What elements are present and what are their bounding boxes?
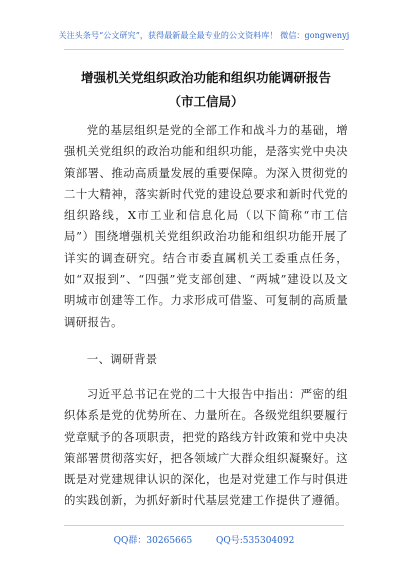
footer-qq-group: QQ群：30265665 <box>113 536 193 546</box>
body-paragraph: 习近平总书记在党的二十大报告中指出：严密的组织体系是党的优势所在、力量所在。各级党组织要履行党章赋予的各项职责，把党的路线方针政策和党中央决策部署贯彻落实好，把各领域广大群众组织凝聚好。这既是对党建规律认识的深化，也是对党建工作与时俱进的实践创新，为抓好新时代基层党建工作提供了遵循。 <box>64 387 348 508</box>
document-title: 增强机关党组织政治功能和组织功能调研报告（市工信局） <box>80 70 331 109</box>
header-divider <box>64 49 344 50</box>
header-banner: 关注头条号“公文研究”，获得最新最全最专业的公文资料库！ 微信：gongwenyj <box>58 31 350 40</box>
footer-divider <box>64 525 344 526</box>
footer <box>0 533 408 546</box>
body-paragraph: 党的基层组织是党的全部工作和战斗力的基础，增强机关党组织的政治功能和组织功能，是落实党中央决策部署、推动高质量发展的重要保障。为深入贯彻党的二十大精神，落实新时代党的建设总要求和新时代党的组织路线，X市工业和信息化局（以下简称“市工信局”）围绕增强机关党组织政治功能和组织功能开展了详实的调查研究。结合市委直属机关工委重点任务，如“双报到”、“四强”党支部创建、“两城”建设以及文明城市创建等工作。力求形成可借鉴、可复制的高质量调研报告。 <box>64 123 348 329</box>
section-heading: 一、调研背景 <box>86 352 158 366</box>
footer-qq-number: QQ号:535304092 <box>216 536 295 546</box>
